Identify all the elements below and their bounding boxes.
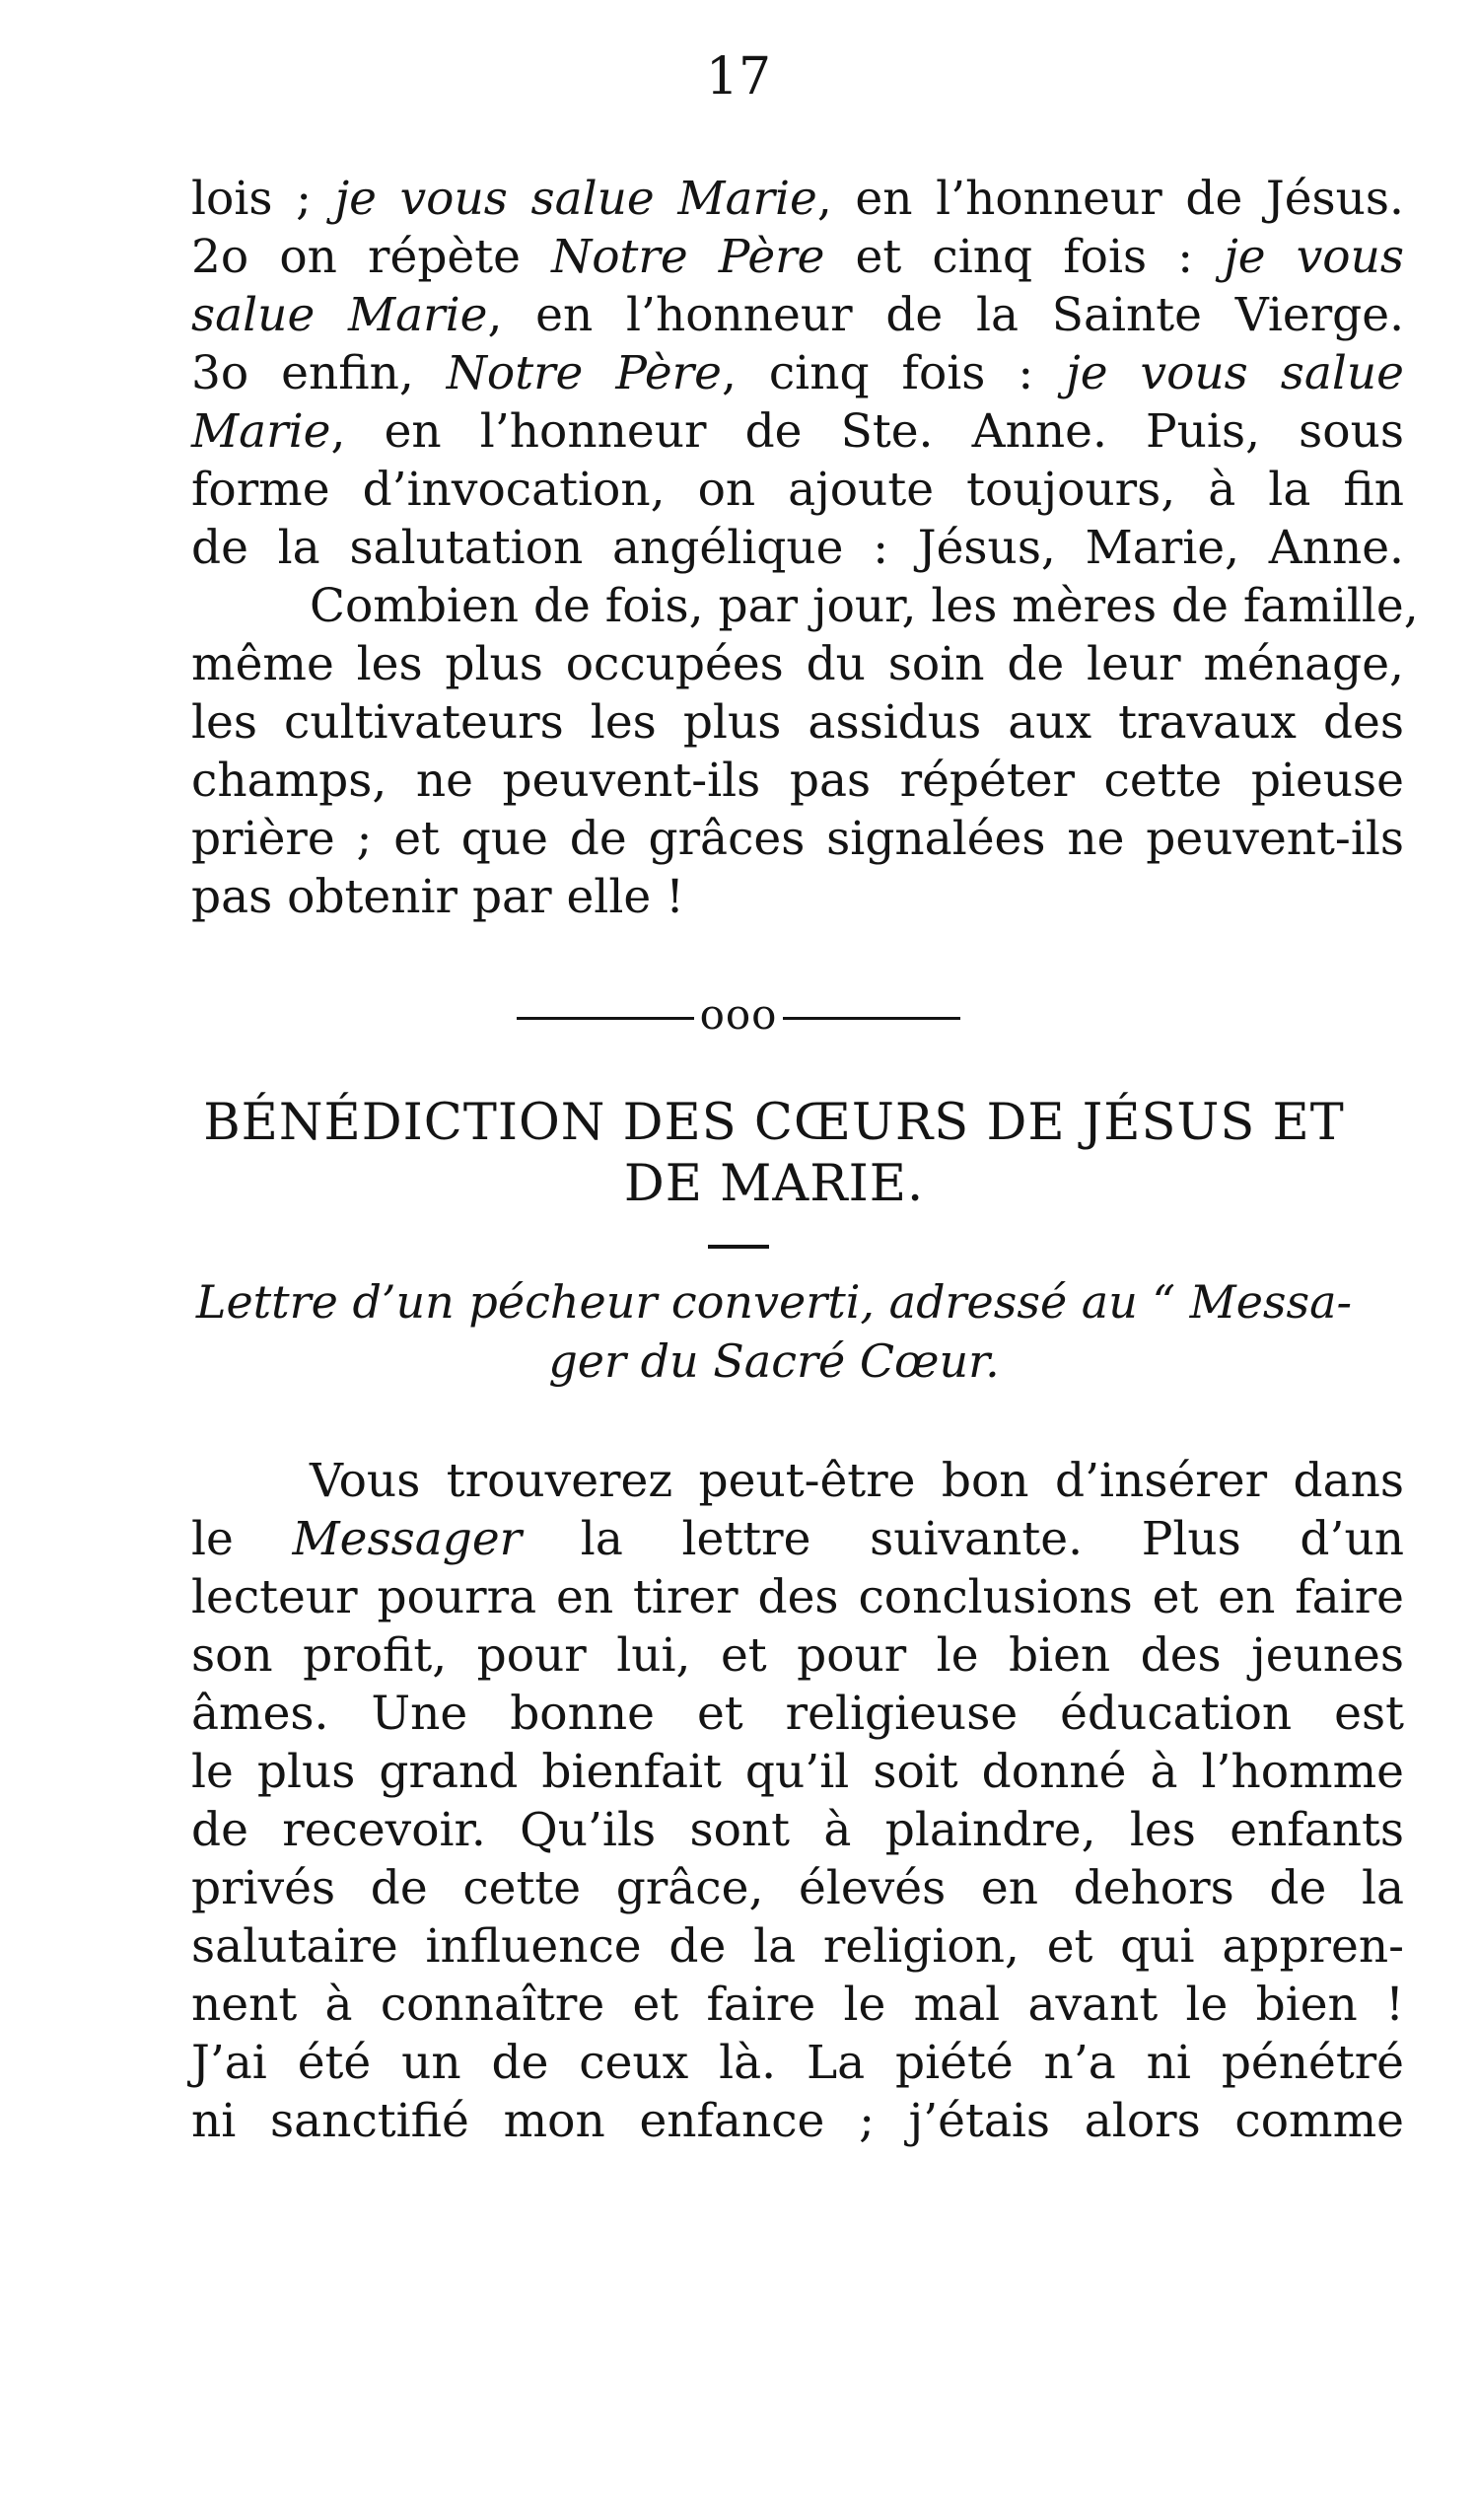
text-line: Vous trouverez peut-être bon d’insérer dans — [310, 1454, 1404, 1508]
text-line: prière ; et que de grâces signalées ne peuvent-ils — [191, 812, 1404, 866]
text-line: lecteur pourra en tirer des conclusions et en faire — [191, 1570, 1404, 1624]
heading-line: DE MARIE. — [623, 1155, 925, 1213]
top-paragraph — [191, 170, 1404, 577]
text-line: les cultivateurs les plus assidus aux travaux des — [191, 695, 1404, 750]
heading-rule — [708, 1245, 769, 1249]
text-line: pas obtenir par elle ! — [191, 870, 684, 924]
separator-rule-left — [517, 1017, 694, 1020]
text-line: lois ; je vous salue Marie, en l’honneur de Jésus. — [191, 172, 1404, 226]
text-line: 3o enfin, Notre Père, cinq fois : je vous salue — [191, 346, 1404, 400]
section-heading — [148, 1093, 1400, 1215]
text-line: même les plus occupées du soin de leur ménage, — [191, 637, 1404, 691]
text-line: privés de cette grâce, élevés en dehors de la — [191, 1861, 1404, 1915]
separator-rule-right — [783, 1017, 960, 1020]
text-line: de la salutation angélique : Jésus, Marie, Anne. — [191, 521, 1404, 575]
text-line: ni sanctifié mon enfance ; j’étais alors comme — [191, 2094, 1404, 2148]
page-number: 17 — [705, 47, 772, 107]
text-line: le Messager la lettre suivante. Plus d’un — [191, 1512, 1404, 1566]
text-line: âmes. Une bonne et religieuse éducation est — [191, 1687, 1404, 1741]
subtitle-line: Lettre d’un pécheur converti, adressé au “ Messa- — [195, 1275, 1353, 1329]
subtitle-line: ger du Sacré Cœur. — [548, 1334, 1000, 1388]
text-line: de recevoir. Qu’ils sont à plaindre, les enfants — [191, 1803, 1404, 1857]
text-line: 2o on répète Notre Père et cinq fois : je vous — [191, 230, 1404, 284]
letter-paragraph — [191, 1452, 1404, 2150]
second-paragraph — [191, 577, 1419, 926]
text-line: le plus grand bienfait qu’il soit donné à l’homme — [191, 1745, 1404, 1799]
heading-line: BÉNÉDICTION DES CŒURS DE JÉSUS ET — [203, 1094, 1345, 1152]
text-line: forme d’invocation, on ajoute toujours, à la fin — [191, 463, 1404, 517]
separator-ornament: ooo — [699, 990, 778, 1039]
text-line: J’ai été un de ceux là. La piété n’a ni pénétré — [191, 2036, 1404, 2090]
text-line: champs, ne peuvent-ils pas répéter cette pieuse — [191, 754, 1404, 808]
text-line: Combien de fois, par jour, les mères de famille, — [310, 579, 1419, 633]
section-subtitle — [148, 1272, 1400, 1391]
text-line: Marie, en l’honneur de Ste. Anne. Puis, sous — [191, 404, 1404, 459]
text-line: nent à connaître et faire le mal avant le bien ! — [191, 1978, 1404, 2032]
text-line: son profit, pour lui, et pour le bien des jeunes — [191, 1628, 1404, 1683]
text-line: salutaire influence de la religion, et qui appren- — [191, 1919, 1404, 1974]
section-separator — [0, 990, 1477, 1040]
text-line: salue Marie, en l’honneur de la Sainte Vierge. — [191, 288, 1405, 342]
